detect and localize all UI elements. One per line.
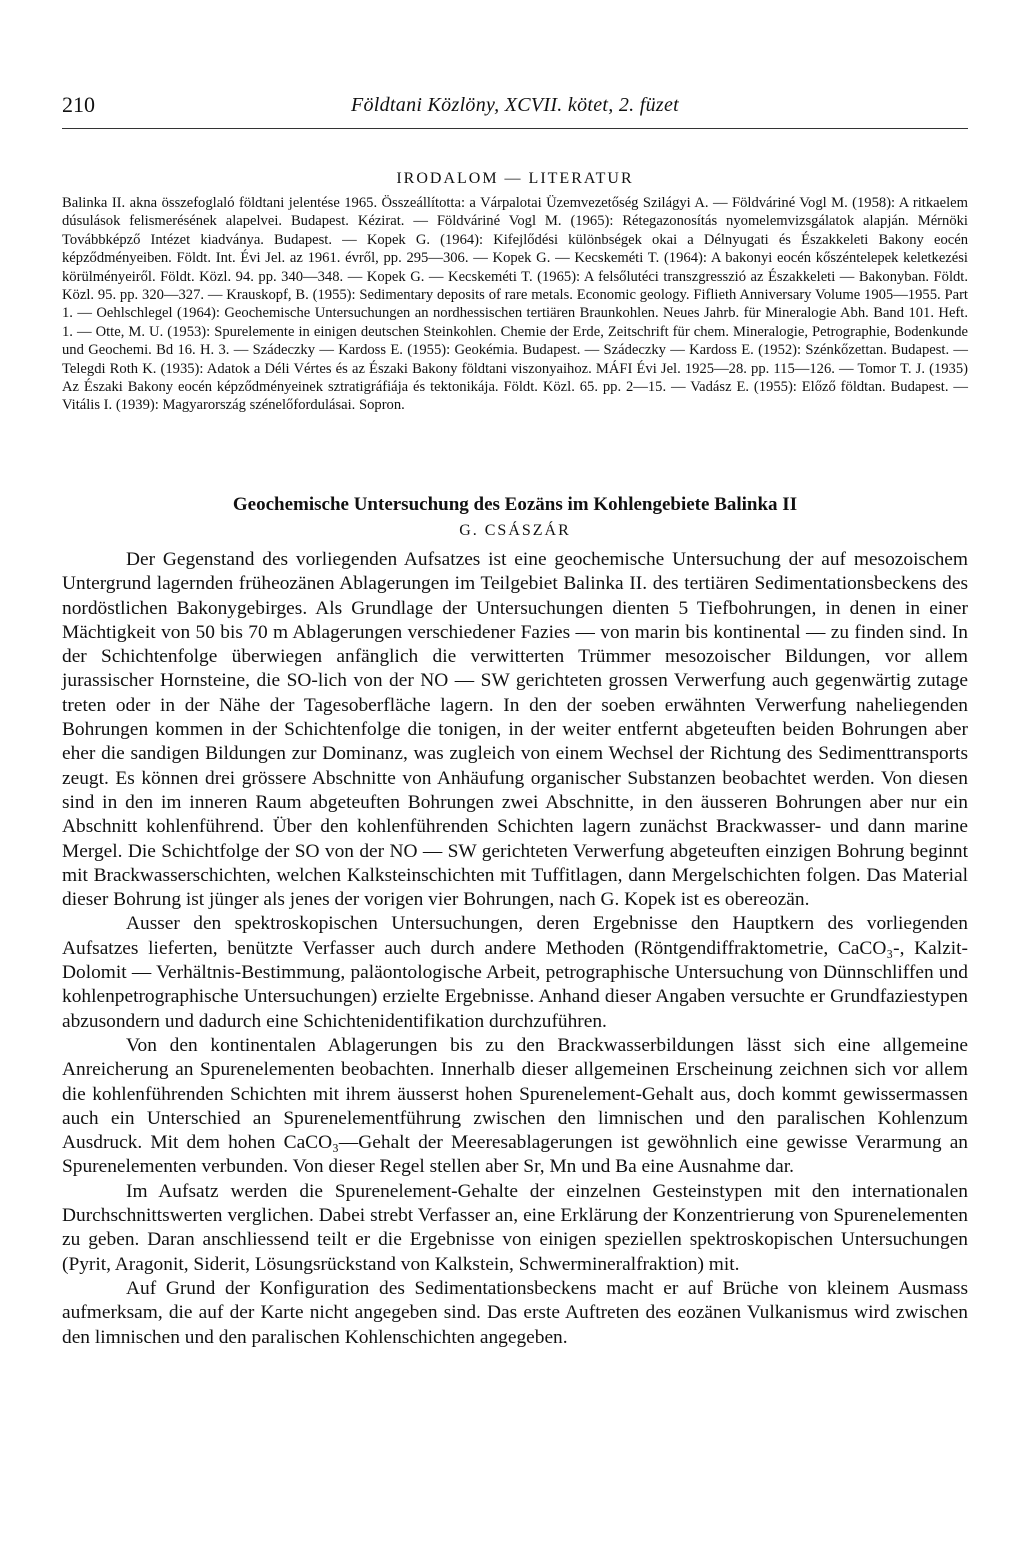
article-section bbox=[62, 494, 968, 1350]
body-paragraph: Auf Grund der Konfiguration des Sedimentationsbeckens macht er auf Brüche von kleinem Ausmass aufmerksam, die auf der Karte nicht angegeben sind. Das erste Auftreten des eozänen Vulkanismus wird zwischen den limnischen und den paralischen Kohlenschichten angegeben. bbox=[62, 1277, 968, 1348]
references-list bbox=[62, 194, 968, 415]
references-text: Balinka II. akna összefoglaló földtani jelentése 1965. Összeállította: a Várpalotai Üzemvezetőség Szilágyi A. — Földváriné Vogl M. (1958): A ritkaelem dúsulások felismerésének alapelvei. Budapest. Kézirat. — Földváriné Vogl M. (1965): Rétegazonosítás nyomelemvizsgálatok alapján. Mérnöki Továbbképző Intézet kiadványa. Budapest. — Kopek G. (1964): Kifejlődési különbségek okai a Délnyugati és Északkeleti Bakony eocén képződményeiben. Földt. Int. Évi Jel. az 1961. évről, pp. 295—306. — Kopek G. — Kecskeméti T. (1964): A bakonyi eocén kőszéntelepek keletkezési körülményeiről. Földt. Közl. 94. pp. 340—348. — Kopek G. — Kecskeméti T. (1965): A felsőlutéci transzgresszió az Északkeleti — Bakonyban. Földt. Közl. 95. pp. 320—327. — Krauskopf, B. (1955): Sedimentary deposits of rare metals. Economic geology. Fiflieth Anniversary Volume 1905—1955. Part 1. — Oehlschlegel (1964): Geochemische Untersuchungen an nordhessischen tertiären Braunkohlen. Neues Jahrb. für Mineralogie Abh. Band 101. Heft. 1. — Otte, M. U. (1953): Spurelemente in einigen deutschen Steinkohlen. Chemie der Erde, Zeitschrift für chem. Mineralogie, Petrographie, Bodenkunde und Geochemi. Bd 16. H. 3. — Szádeczky — Kardoss E. (1955): Geokémia. Budapest. — Szádeczky — Kardoss E. (1952): Szénkőzettan. Budapest. — Telegdi Roth K. (1935): Adatok a Déli Vértes és az Északi Bakony földtani viszonyaihoz. MÁFI Évi Jel. 1925—28. pp. 115—126. — Tomor T. J. (1935) Az Északi Bakony eocén képződményeinek sztratigráfiája és tektonikája. Földt. Közl. 65. pp. 2—15. — Vadász E. (1955): Előző földtan. Budapest. — Vitális I. (1939): Magyarország szénelőfordulásai. Sopron. bbox=[62, 195, 968, 414]
body-paragraph: Von den kontinentalen Ablagerungen bis zu den Brackwasserbildungen lässt sich eine allgemeine Anreicherung an Spurenelementen beobachten. Innerhalb dieser allgemeinen Erscheinung zeichnen sich vor allem die kohlenführenden Schichten mit ihrem äusserst hohen Spurenelement-Gehalt aus, doch kommt gewissermassen auch ein Unterschied an Spurenelementführung zwischen den limnischen und den paralischen Kohlenzum Ausdruck. Mit dem hohen CaCO₃—Gehalt der Meeresablagerungen ist gewöhnlich eine gewisse Verarmung an Spurenelementen verbunden. Von dieser Regel stellen aber Sr, Mn und Ba eine Ausnahme dar. bbox=[62, 1034, 968, 1178]
article-author: G. CSÁSZÁR bbox=[459, 522, 571, 539]
running-title: Földtani Közlöny, XCVII. kötet, 2. füzet bbox=[350, 94, 680, 116]
page-number: 210 bbox=[62, 92, 95, 117]
page-header bbox=[62, 88, 968, 129]
body-paragraph: Ausser den spektroskopischen Untersuchungen, deren Ergebnisse den Hauptkern des vorliegenden Aufsatzes lieferten, benützte Verfasser auch durch andere Methoden (Röntgendiffraktometrie, CaCO₃-, Kalzit-Dolomit — Verhältnis-Bestimmung, paläontologische Arbeit, petrographische Untersuchung von Dünnschliffen und kohlenpetrographische Untersuchungen) erzielte Ergebnisse. Anhand dieser Angaben versuchte er Grundfaziestypen abzusondern und dadurch eine Schichtenidentifikation durchzuführen. bbox=[62, 913, 968, 1032]
article-title: Geochemische Untersuchung des Eozäns im Kohlengebiete Balinka II bbox=[232, 494, 798, 515]
body-paragraph: Der Gegenstand des vorliegenden Aufsatzes ist eine geochemische Untersuchung der auf mesozoischem Untergrund lagernden früheozänen Ablagerungen im Teilgebiet Balinka II. des tertiären Sedimentationsbeckens des nordöstlichen Bakonygebirges. Als Grundlage der Untersuchungen dienten 5 Tiefbohrungen, in denen in einer Mächtigkeit von 50 bis 70 m Ablagerungen verschiedener Fazies — von marin bis kontinental — zu finden sind. In der Schichtenfolge überwiegen anfänglich die verwitterten Trümmer mesozoischer Bildungen, vor allem jurassischer Hornsteine, die SO-lich von der NO — SW gerichteten grossen Verwerfung auch gegenwärtig zutage treten oder in der Nähe der Tagesoberfläche lagern. In den der soeben erwähnten Verwerfung naheliegenden Bohrungen kommen in der Schichtenfolge die tonigen, in der weiter entfernt abgeteuften beiden Bohrungen aber eher die sandigen Bildungen zur Dominanz, was zugleich von einem Wechsel der Richtung des Sedimenttransports zeugt. Es können drei grössere Abschnitte von Anhäufung organischer Substanzen beobachtet werden. Von diesen sind in den im inneren Raum abgeteuften Bohrungen zwei Abschnitte, in den äusseren Bohrungen aber nur ein Abschnitt kohlenführend. Über den kohlenführenden Schichten lagern zunächst Brackwasser- und dann marine Mergel. Die Schichtfolge der SO von der NO — SW gerichteten Verwerfung abgeteuften einzigen Bohrung beginnt mit Brackwasserschichten, welchen Kalksteinschichten mit Tuffitlagen, dann Mergelschichten folgen. Das Material dieser Bohrung ist jünger als jenes der vorigen vier Bohrungen, nach G. Kopek ist es obereozän. bbox=[62, 549, 968, 911]
article-body bbox=[62, 548, 968, 1350]
body-paragraph: Im Aufsatz werden die Spurenelement-Gehalte der einzelnen Gesteinstypen mit den internationalen Durchschnittswerten verglichen. Dabei strebt Verfasser an, eine Erklärung der Konzentrierung von Spurenelementen zu geben. Daran anschliessend teilt er die Ergebnisse von einigen speziellen spektroskopischen Untersuchungen (Pyrit, Aragonit, Siderit, Lösungsrückstand von Kalkstein, Schwermineralfraktion) mit. bbox=[62, 1180, 968, 1275]
references-section bbox=[62, 170, 968, 415]
references-heading: IRODALOM — LITERATUR bbox=[396, 170, 634, 187]
